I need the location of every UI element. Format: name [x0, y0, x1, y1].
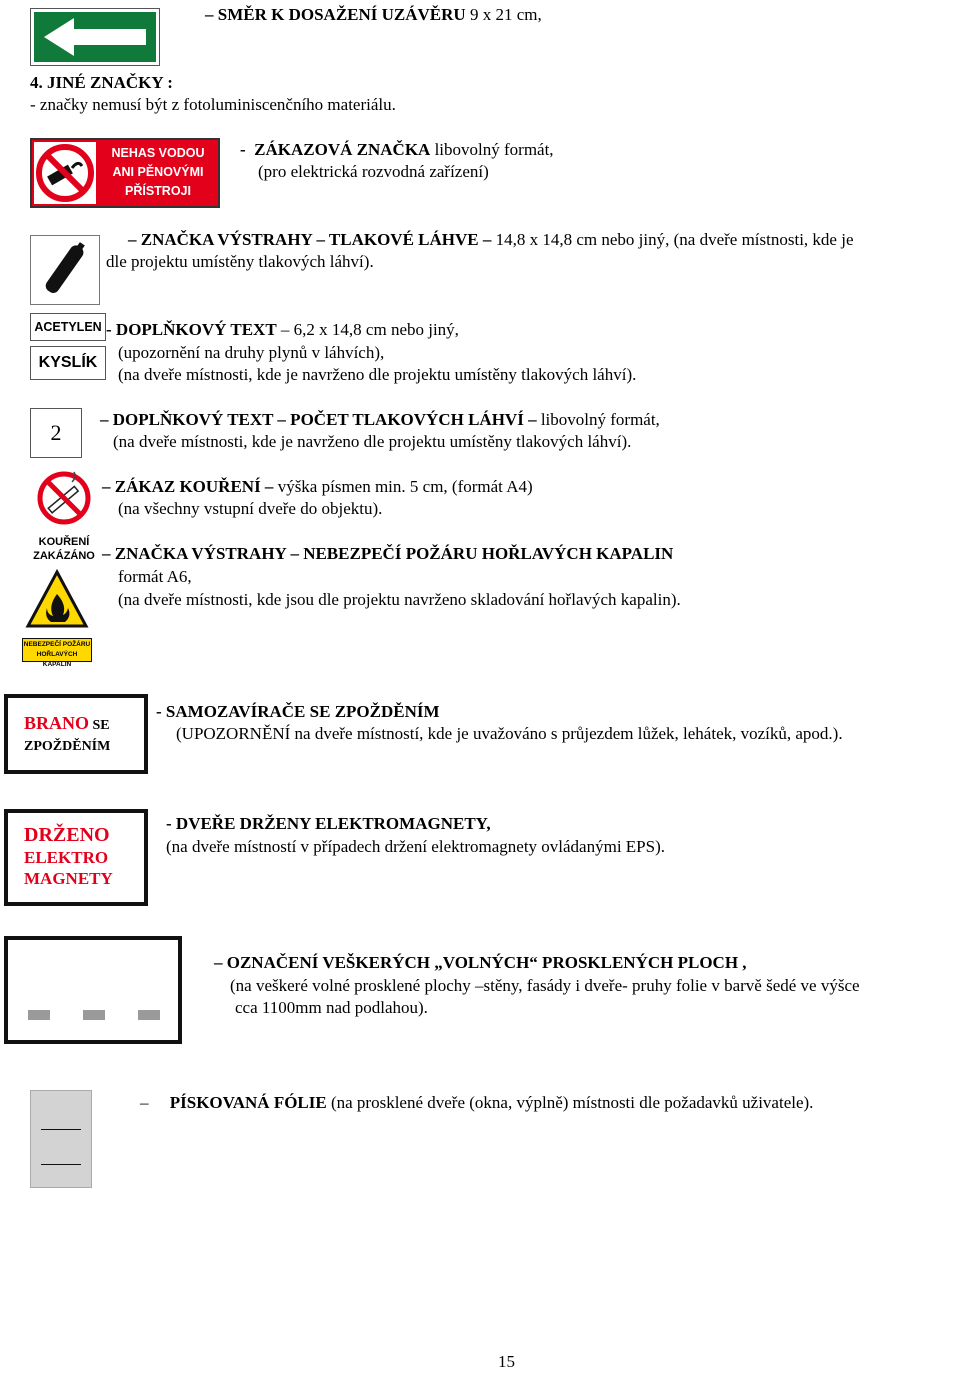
count-text-line2: (na dveře místnosti, kde je navrženo dle projektu umístěny tlakových láhví).: [113, 432, 632, 451]
delayed-closer-word-zpozdenim: ZPOŽDĚNÍM: [24, 739, 111, 754]
magnet-doors-box-line: DRŽENO: [24, 824, 110, 846]
magnet-doors-box: [4, 809, 148, 906]
direction-sign-panel: [34, 12, 156, 62]
extra-text-title: DOPLŇKOVÝ TEXT: [115, 320, 277, 339]
sand-foil-dash: –: [140, 1093, 149, 1112]
no-smoking-sign-line: KOUŘENÍ: [38, 536, 90, 548]
no-smoking-desc: výška písmen min. 5 cm, (formát A4): [273, 477, 533, 496]
flammable-sign-line: NEBEZPEČÍ POŽÁRU: [23, 641, 91, 648]
acetylen-label: [30, 313, 106, 341]
pressure-bottle-line2: dle projektu umístěny tlakových láhví).: [106, 252, 374, 271]
magnet-doors-note: (na dveře místností v případech držení elektromagnety ovládanými EPS).: [166, 837, 666, 856]
sand-foil-line: [140, 1092, 813, 1114]
flammable-sign-text: [22, 638, 92, 668]
delayed-closer-word-se: SE: [89, 718, 110, 733]
kyslik-label-text: KYSLÍK: [38, 354, 98, 371]
foil-line: [41, 1129, 81, 1130]
direction-sign-size: 9 x 21 cm,: [465, 5, 542, 24]
prohibition-title: ZÁKAZOVÁ ZNAČKA: [254, 140, 431, 159]
count-text-line1: [100, 409, 660, 431]
no-water-icon: [34, 142, 96, 204]
grey-stripe: [28, 1010, 50, 1020]
glass-marking-line2: (na veškeré volné prosklené plochy –stěny, fasády i dveře- pruhy folie v barvě šedé ve výšce: [230, 976, 860, 995]
prohibition-sign-line: NEHAS VODOU: [111, 146, 205, 160]
delayed-closer-word-brano: BRANO: [24, 713, 90, 733]
prohibition-dash: -: [240, 140, 246, 159]
pressure-bottle-title: – ZNAČKA VÝSTRAHY – TLAKOVÉ LÁHVE –: [128, 230, 492, 249]
no-smoking-title: – ZÁKAZ KOUŘENÍ –: [102, 477, 274, 496]
extra-text-line2: (upozornění na druhy plynů v láhvích),: [118, 343, 385, 362]
no-smoking-line1: [102, 476, 533, 498]
extra-text-line3: (na dveře místnosti, kde je navrženo dle projektu umístěny tlakových láhví).: [118, 365, 637, 384]
prohibition-format: libovolný formát,: [430, 140, 554, 159]
extra-text-dash: -: [106, 320, 112, 339]
flammable-line2: formát A6,: [118, 567, 192, 586]
prohibition-sign: [30, 138, 220, 208]
delayed-closer-note: (UPOZORNĚNÍ na dveře místností, kde je uvažováno s průjezdem lůžek, lehátek, vozíků, apod.).: [176, 724, 843, 743]
page-number: 15: [498, 1352, 515, 1371]
prohibition-sign-line: PŘÍSTROJI: [125, 184, 191, 198]
direction-sign-text: [205, 4, 542, 26]
bottle-count-box: [30, 408, 82, 458]
kyslik-label: [30, 346, 106, 380]
prohibition-note: (pro elektrická rozvodná zařízení): [258, 162, 489, 181]
fire-warning-icon: [22, 566, 92, 636]
no-smoking-sign-text: [28, 535, 100, 563]
no-smoking-line2: (na všechny vstupní dveře do objektu).: [118, 499, 383, 518]
sand-foil-title: PÍSKOVANÁ FÓLIE: [169, 1093, 327, 1112]
pressure-bottle-line1: [128, 229, 854, 251]
no-smoking-sign: [28, 468, 100, 560]
prohibition-sign-line: ANI PĚNOVÝMI: [112, 165, 204, 179]
sand-foil-desc: (na prosklené dveře (okna, výplně) místnosti dle požadavků uživatele).: [326, 1093, 814, 1112]
delayed-closer-box-line1: [24, 712, 144, 737]
section-heading: 4. JINÉ ZNAČKY :: [30, 73, 173, 92]
sand-foil-panel: [30, 1090, 92, 1188]
flammable-title: – ZNAČKA VÝSTRAHY – NEBEZPEČÍ POŽÁRU HOŘLAVÝCH KAPALIN: [102, 544, 674, 563]
direction-sign: [30, 8, 160, 66]
foil-line: [41, 1164, 81, 1165]
glass-panel-box: [4, 936, 182, 1044]
pressure-bottle-sign: [30, 235, 100, 305]
arrow-left-icon: [34, 12, 156, 62]
magnet-doors-box-line: ELEKTRO: [24, 848, 109, 867]
flammable-line3: (na dveře místnosti, kde jsou dle projektu navrženo skladování hořlavých kapalin).: [118, 590, 681, 609]
extra-text-size: – 6,2 x 14,8 cm nebo jiný,: [276, 320, 459, 339]
magnet-doors-box-line: MAGNETY: [24, 869, 113, 888]
glass-marking-line3: cca 1100mm nad podlahou).: [235, 998, 428, 1017]
section-note: - značky nemusí být z fotoluminiscenčního materiálu.: [30, 95, 396, 114]
count-text-format: libovolný formát,: [536, 410, 660, 429]
delayed-closer-box: [4, 694, 148, 774]
prohibition-sign-text: [102, 144, 214, 201]
glass-marking-title: – OZNAČENÍ VEŠKERÝCH „VOLNÝCH“ PROSKLENÝCH PLOCH ,: [214, 953, 747, 972]
direction-sign-label: – SMĚR K DOSAŽENÍ UZÁVĚRU: [205, 5, 466, 24]
flammable-sign: [22, 566, 92, 668]
pressure-bottle-desc: 14,8 x 14,8 cm nebo jiný, (na dveře místnosti, kde je: [491, 230, 854, 249]
count-text-title: – DOPLŇKOVÝ TEXT – POČET TLAKOVÝCH LÁHVÍ –: [100, 410, 537, 429]
delayed-closer-title: - SAMOZAVÍRAČE SE ZPOŽDĚNÍM: [156, 702, 440, 721]
grey-stripe: [83, 1010, 105, 1020]
bottle-count-value: 2: [50, 420, 62, 445]
no-smoking-icon: [28, 468, 100, 528]
flammable-sign-line: HOŘLAVÝCH KAPALIN: [36, 651, 78, 668]
magnet-doors-title: - DVEŘE DRŽENY ELEKTROMAGNETY,: [166, 814, 491, 833]
prohibition-title-line: [240, 139, 554, 161]
acetylen-label-text: ACETYLEN: [34, 320, 102, 334]
grey-stripe: [138, 1010, 160, 1020]
gas-cylinder-icon: [31, 236, 99, 304]
extra-text-line1: [106, 319, 459, 341]
no-smoking-sign-line: ZAKÁZÁNO: [33, 550, 95, 562]
